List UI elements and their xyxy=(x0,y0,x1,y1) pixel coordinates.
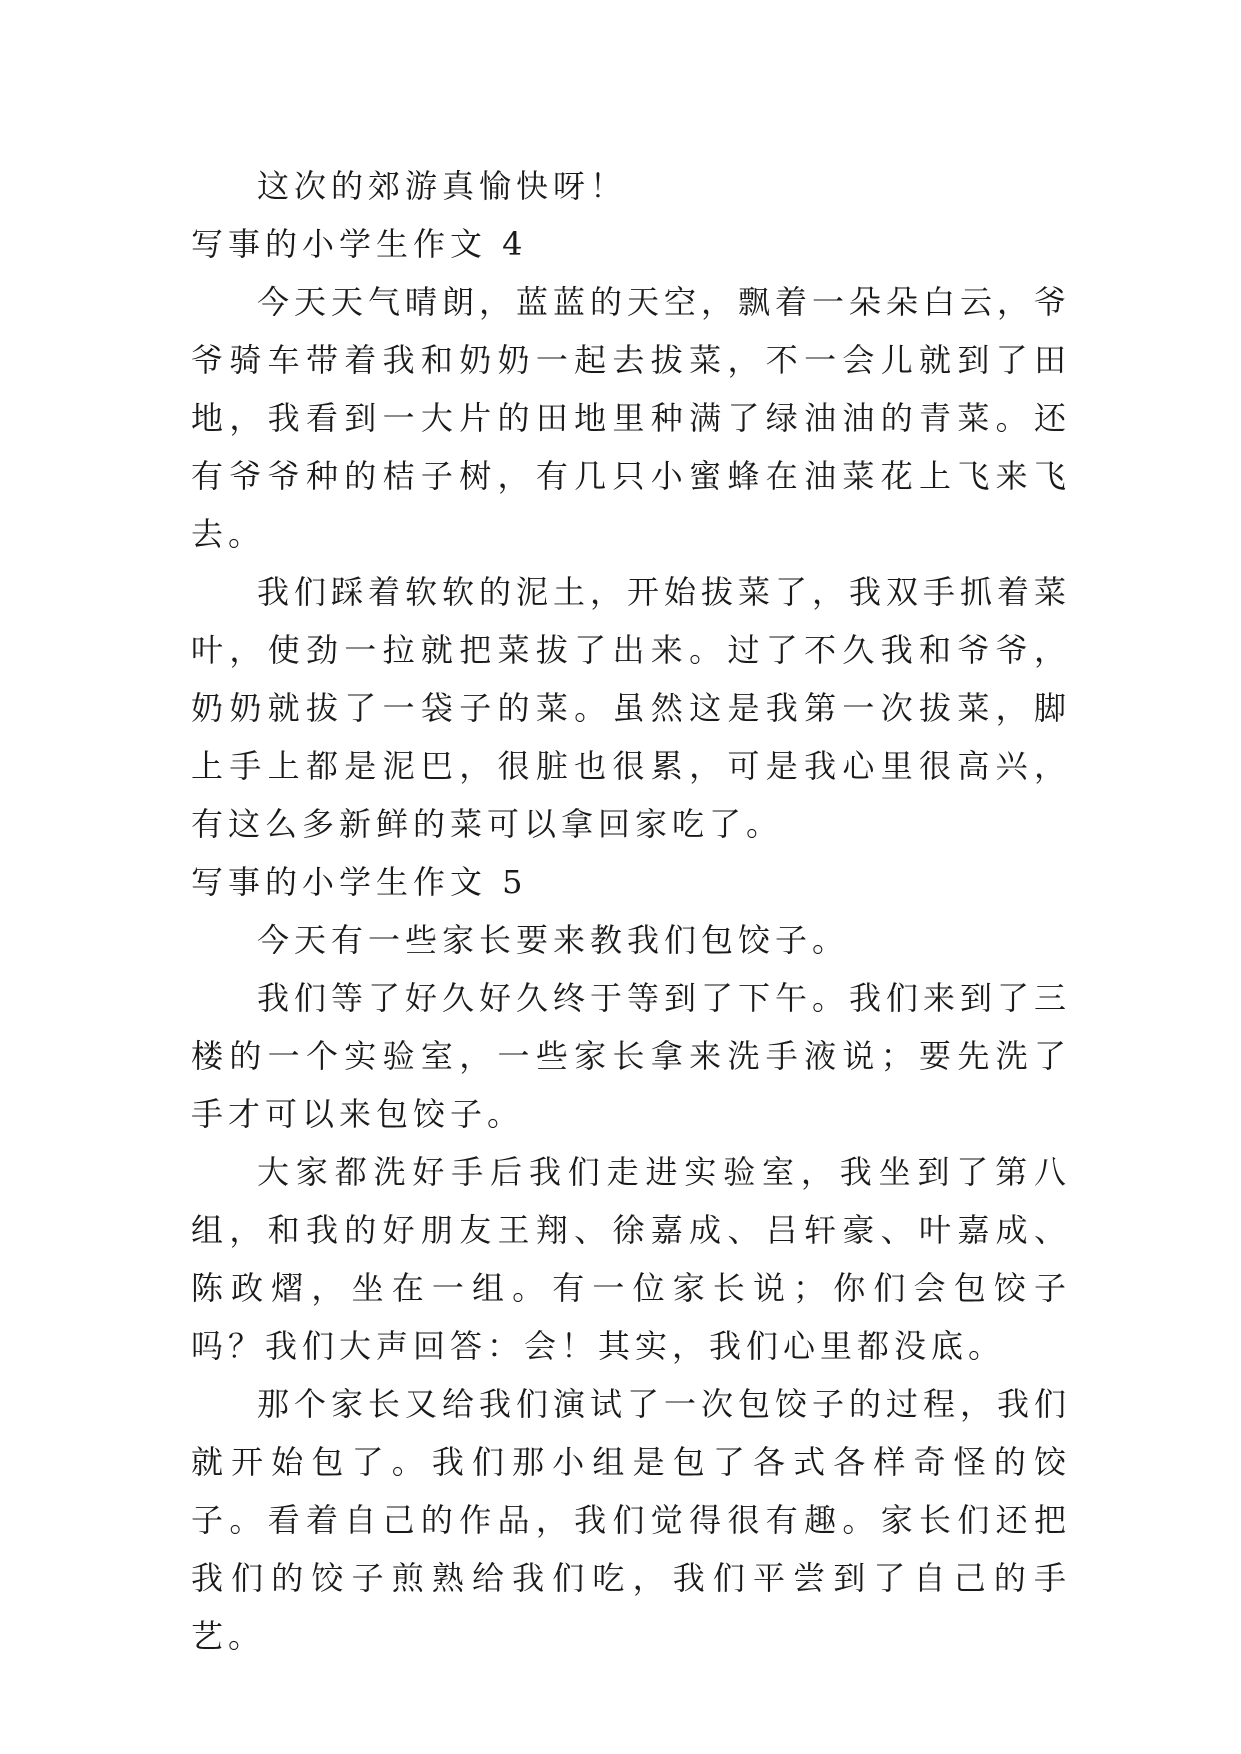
paragraph: 今天天气晴朗，蓝蓝的天空，飘着一朵朵白云，爷爷骑车带着我和奶奶一起去拔菜，不一会儿就到了田地，我看到一大片的田地里种满了绿油油的青菜。还有爷爷种的桔子树，有几只小蜜蜂在油菜花上飞来飞去。 xyxy=(191,283,1072,553)
paragraph: 大家都洗好手后我们走进实验室，我坐到了第八组，和我的好朋友王翔、徐嘉成、吕轩豪、叶嘉成、陈政熠，坐在一组。有一位家长说；你们会包饺子吗？我们大声回答：会！其实，我们心里都没底。 xyxy=(191,1153,1071,1365)
paragraph: 我们等了好久好久终于等到了下午。我们来到了三楼的一个实验室，一些家长拿来洗手液说；要先洗了手才可以来包饺子。 xyxy=(191,979,1072,1133)
section-heading: 写事的小学生作文 4 xyxy=(191,225,528,263)
paragraph: 我们踩着软软的泥土，开始拔菜了，我双手抓着菜叶，使劲一拉就把菜拔了出来。过了不久我和爷爷，奶奶就拔了一袋子的菜。虽然这是我第一次拔菜，脚上手上都是泥巴，很脏也很累，可是我心里很高兴，有这么多新鲜的菜可以拿回家吃了。 xyxy=(191,573,1072,843)
paragraph: 今天有一些家长要来教我们包饺子。 xyxy=(257,921,850,959)
paragraph: 那个家长又给我们演试了一次包饺子的过程，我们就开始包了。我们那小组是包了各式各样奇怪的饺子。看着自己的作品，我们觉得很有趣。家长们还把我们的饺子煎熟给我们吃，我们平尝到了自己的手艺。 xyxy=(191,1385,1072,1655)
paragraph: 这次的郊游真愉快呀！ xyxy=(257,167,628,205)
document-body xyxy=(191,157,1071,1665)
section-heading: 写事的小学生作文 5 xyxy=(191,863,528,901)
